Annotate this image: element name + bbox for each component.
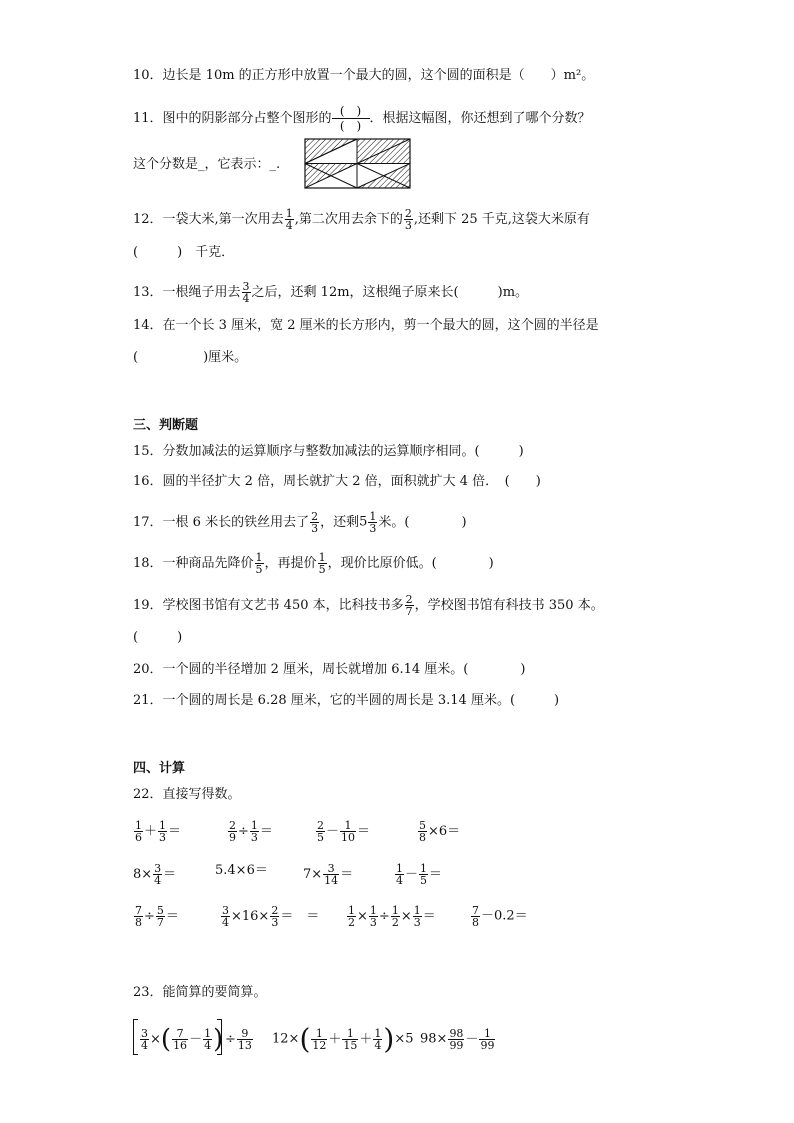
fraction — [270, 905, 279, 928]
fraction-denominator: 3 — [159, 831, 167, 844]
right-square-bracket — [217, 1019, 222, 1055]
fraction-numerator: 3 — [154, 862, 162, 875]
question-19-line2 — [133, 630, 182, 646]
fraction-numerator: 1 — [420, 862, 428, 875]
question-19-answer-blank: ( ) — [133, 630, 183, 645]
equals-sign: ＝ — [306, 909, 320, 924]
fraction-numerator: 2 — [271, 904, 279, 917]
question-18-part1: 18．一种商品先降价 — [133, 556, 254, 571]
fraction — [311, 1028, 327, 1051]
fraction — [228, 820, 237, 843]
fraction-numerator: 7 — [172, 1028, 188, 1040]
fraction — [373, 1028, 382, 1051]
section-3-title: 三、判断题 — [133, 418, 199, 433]
question-11-pre: 11．图中的阴影部分占整个图形的 — [133, 111, 332, 126]
fraction-numerator: 1 — [340, 820, 356, 832]
fraction-numerator: 5 — [419, 819, 426, 832]
fraction-numerator: 2 — [404, 207, 412, 220]
fraction-denominator: 4 — [154, 874, 162, 887]
fraction-denominator: 99 — [480, 1039, 495, 1052]
equals-sign: ＝ — [165, 909, 179, 924]
fraction — [340, 820, 356, 843]
question-11 — [133, 104, 591, 133]
fraction-denominator: 4 — [222, 916, 229, 929]
question-12 — [133, 208, 590, 231]
left-paren: ( — [299, 1022, 311, 1056]
fraction-numerator: 98 — [449, 1027, 464, 1040]
question-17 — [133, 511, 467, 534]
question-14 — [133, 318, 599, 334]
fraction-numerator: 1 — [159, 819, 167, 832]
fraction-denominator: 2 — [391, 916, 399, 929]
fraction — [153, 863, 162, 886]
fraction-denominator: 15 — [343, 1039, 358, 1052]
fraction-numerator: 1 — [255, 551, 263, 564]
fraction-numerator: 1 — [348, 904, 355, 917]
fraction-denominator: 2 — [348, 916, 355, 929]
calc-item — [215, 863, 268, 880]
fraction-denominator: 13 — [237, 1039, 252, 1052]
fraction — [172, 1028, 188, 1051]
fraction-1-5 — [255, 552, 264, 575]
section-4-title: 四、计算 — [133, 761, 186, 776]
fraction-denominator: 8 — [419, 831, 426, 844]
fraction — [369, 905, 378, 928]
fraction-denominator: 4 — [141, 1039, 148, 1052]
fraction — [158, 820, 167, 843]
equals-sign: ＝ — [340, 867, 354, 882]
left-paren: ( — [160, 1024, 172, 1055]
question-22-title — [133, 787, 241, 803]
fraction-2-3 — [404, 208, 413, 231]
question-13-part1: 13．一根绳子用去 — [133, 285, 241, 300]
fraction — [221, 905, 230, 928]
fraction-denominator: 3 — [369, 916, 377, 929]
fraction-denominator: 4 — [204, 1039, 212, 1052]
fraction-denominator: 8 — [472, 916, 479, 929]
question-17-part3: 米。( ) — [378, 515, 467, 530]
fraction-denominator: 5 — [255, 563, 263, 576]
section-3-heading — [133, 418, 198, 434]
simplify-expression-3: 98× $\frac{98}{99}$ － $\frac{1}{99}$ — [420, 1027, 495, 1052]
mixed-number-whole: 5 — [359, 514, 368, 530]
right-paren: ) — [213, 1024, 224, 1055]
fraction-denominator: 3 — [413, 916, 421, 929]
fraction — [419, 863, 428, 886]
fraction-numerator: 1 — [342, 1028, 358, 1040]
question-16 — [133, 474, 541, 490]
fraction — [134, 820, 143, 843]
question-14-line2 — [133, 350, 247, 366]
fraction-denominator: 7 — [156, 916, 164, 929]
fraction — [391, 905, 400, 928]
fraction-denominator: 10 — [341, 831, 356, 844]
question-16-text: 16．圆的半径扩大 2 倍，周长就扩大 2 倍，面积就扩大 4 倍． ( ) — [133, 474, 541, 489]
fraction-denominator: 3 — [404, 219, 412, 232]
question-17-part2: ，还剩 — [320, 515, 360, 530]
expr-1-content: $\frac{3}{4}$ ×( $\frac{7}{16}$ － $\frac{1}{4}$ ) — [141, 1024, 224, 1055]
question-17-part1: 17．一根 6 米长的铁丝用去了 — [133, 515, 310, 530]
question-12-part3: ,还剩下 25 千克,这袋大米原有 — [413, 212, 590, 227]
fraction — [479, 1028, 495, 1051]
fraction-numerator: 1 — [391, 904, 399, 917]
equals-sign: ＝ — [168, 824, 182, 839]
question-22-text: 22．直接写得数。 — [133, 787, 241, 802]
right-paren: ) — [383, 1022, 395, 1056]
equals-sign: ＝ — [280, 909, 294, 924]
fraction-denominator: 7 — [405, 605, 413, 618]
fraction-1-3 — [368, 511, 377, 534]
fraction-numerator: 9 — [237, 1028, 253, 1040]
calc-item — [470, 905, 528, 928]
calc-prefix: 12× — [272, 1031, 300, 1047]
question-23-title — [133, 985, 267, 1001]
question-20-text: 20．一个圆的半径增加 2 厘米，周长就增加 6.14 厘米。( ) — [133, 662, 526, 677]
fraction-denominator: 99 — [449, 1039, 464, 1052]
fraction — [140, 1028, 149, 1051]
fraction-numerator: 2 — [229, 819, 236, 832]
fraction-denominator: 3 — [250, 831, 258, 844]
question-23-text: 23．能简算的要简算。 — [133, 985, 267, 1000]
fraction-numerator: 1 — [204, 1027, 212, 1040]
fraction-denominator: 8 — [135, 916, 142, 929]
question-12-part2: ,第二次用去余下的 — [294, 212, 403, 227]
fraction-numerator: 2 — [317, 819, 324, 832]
fraction-numerator: 3 — [222, 904, 229, 917]
fraction-denominator: 3 — [271, 916, 279, 929]
question-19-part1: 19．学校图书馆有文艺书 450 本，比科技书多 — [133, 598, 404, 613]
fraction-numerator: 5 — [156, 904, 164, 917]
calc-prefix: 98× — [420, 1031, 448, 1047]
fraction-numerator: 1 — [479, 1028, 495, 1040]
fraction — [237, 1028, 253, 1051]
expr-1-divisor: ÷ $\frac{9}{13}$ — [225, 1027, 252, 1052]
fraction-denominator: 6 — [135, 831, 142, 844]
fraction-numerator: 1 — [369, 510, 377, 523]
fraction-denominator: 5 — [318, 563, 326, 576]
fraction-denominator: 12 — [312, 1039, 327, 1052]
fraction-numerator: 1 — [311, 1028, 327, 1040]
answer-fraction-blank[interactable] — [332, 104, 370, 133]
fraction-numerator: 1 — [369, 904, 377, 917]
fraction-denominator: 5 — [420, 874, 428, 887]
fraction-numerator: 3 — [141, 1027, 148, 1040]
fraction-denominator: 4 — [374, 1039, 382, 1052]
fraction-denominator: 4 — [285, 219, 293, 232]
fraction-3-4 — [242, 281, 251, 304]
question-11-line2-text: 这个分数是_，它表示：_. — [133, 157, 281, 172]
calc-tail: ×5 — [394, 1031, 414, 1047]
fraction-numerator: 1 — [135, 819, 142, 832]
fraction-denominator: 4 — [242, 292, 250, 305]
fraction — [413, 905, 422, 928]
fraction-denominator: 9 — [229, 831, 236, 844]
question-14-answer-blank: ( )厘米。 — [133, 350, 248, 365]
question-20 — [133, 662, 525, 678]
question-14-text: 14．在一个长 3 厘米，宽 2 厘米的长方形内，剪一个最大的圆，这个圆的半径是 — [133, 318, 599, 333]
question-18-part2: ，再提价 — [264, 556, 317, 571]
calc-item: $\frac{1}{4}$ － $\frac{1}{5}$ ＝ — [396, 862, 443, 887]
fraction-numerator: 1 — [374, 1027, 382, 1040]
fraction-denominator: 3 — [369, 522, 377, 535]
shaded-rectangle-figure — [304, 138, 412, 190]
fraction-numerator-blank: ( ) — [332, 104, 370, 119]
question-18 — [133, 552, 494, 575]
question-11-line2 — [133, 157, 280, 173]
fraction — [342, 1028, 358, 1051]
fraction-numerator: 2 — [311, 510, 319, 523]
fraction-numerator: 7 — [472, 904, 479, 917]
calc-item — [417, 820, 460, 843]
fraction — [347, 905, 356, 928]
fraction — [418, 820, 427, 843]
fraction — [395, 863, 404, 886]
question-19 — [133, 594, 604, 617]
fraction — [316, 820, 325, 843]
simplify-expression-1 — [133, 1017, 253, 1057]
fraction — [134, 905, 143, 928]
equals-sign: ＝ — [422, 909, 436, 924]
calc-item — [303, 863, 353, 886]
question-13-part2: 之后，还剩 12m，这根绳子原来长( )m。 — [251, 285, 529, 300]
question-13 — [133, 281, 528, 304]
fraction-numerator: 1 — [318, 551, 326, 564]
fraction-numerator: 1 — [250, 819, 258, 832]
question-11-post: ．根据这幅图，你还想到了哪个分数？ — [369, 111, 591, 126]
fraction-denominator-blank: ( ) — [339, 119, 362, 133]
calc-prefix: 8× — [133, 867, 153, 882]
fraction-2-7 — [405, 594, 414, 617]
fraction — [250, 820, 259, 843]
fraction-1-4 — [285, 208, 294, 231]
fraction — [323, 863, 339, 886]
fraction-numerator: 1 — [285, 207, 293, 220]
fraction-numerator: 3 — [323, 863, 339, 875]
fraction-numerator: 1 — [396, 862, 403, 875]
question-10-text: 10．边长是 10m 的正方形中放置一个最大的圆，这个圆的面积是（ ）m²。 — [133, 68, 595, 83]
calc-item: $\frac{7}{8}$ ÷ $\frac{5}{7}$ ＝ — [135, 904, 179, 929]
fraction-denominator: 3 — [311, 522, 319, 535]
fraction-2-3 — [310, 511, 319, 534]
calc-tail: ×6＝ — [428, 824, 461, 839]
question-18-part3: ，现价比原价低。( ) — [327, 556, 494, 571]
fraction — [448, 1028, 464, 1051]
fraction — [471, 905, 480, 928]
question-10 — [133, 68, 594, 84]
equals-sign: ＝ — [259, 824, 273, 839]
equals-sign: ＝ — [357, 824, 371, 839]
fraction-numerator: 3 — [242, 280, 250, 293]
fraction-numerator: 7 — [135, 904, 142, 917]
question-21-text: 21．一个圆的周长是 6.28 厘米，它的半圆的周长是 3.14 厘米。( ) — [133, 693, 560, 708]
simplify-expression-2: 12×( $\frac{1}{12}$ ＋ $\frac{1}{15}$ ＋ $\frac{1}{4}$ )×5 — [272, 1022, 414, 1056]
fraction-denominator: 4 — [396, 874, 403, 887]
question-21 — [133, 693, 559, 709]
equals-sign: ＝ — [163, 867, 177, 882]
calc-item: $\frac{2}{5}$ － $\frac{1}{10}$ ＝ — [317, 819, 371, 844]
calc-item: $\frac{1}{6}$ ＋ $\frac{1}{3}$ ＝ — [135, 819, 182, 844]
calc-operator: ×16× — [231, 909, 270, 924]
fraction-denominator: 14 — [324, 874, 339, 887]
fraction-denominator: 16 — [173, 1039, 188, 1052]
section-4-heading — [133, 761, 185, 777]
calc-tail: －0.2＝ — [481, 908, 528, 924]
fraction-numerator: 2 — [405, 593, 413, 606]
calc-prefix: 7× — [303, 867, 323, 882]
fraction-numerator: 1 — [413, 904, 421, 917]
left-square-bracket — [133, 1019, 138, 1055]
question-15-text: 15．分数加减法的运算顺序与整数加减法的运算顺序相同。( ) — [133, 444, 524, 459]
calc-text: 5.4×6＝ — [215, 863, 268, 878]
question-12-part1: 12．一袋大米,第一次用去 — [133, 212, 284, 227]
question-19-part2: ，学校图书馆有科技书 350 本。 — [414, 598, 604, 613]
fraction — [156, 905, 165, 928]
equals-sign: ＝ — [429, 867, 443, 882]
calc-item: $\frac{1}{2}$ × $\frac{1}{3}$ ÷ $\frac{1}{2}$ × $\frac{1}{3}$ ＝ — [348, 904, 436, 929]
fraction-denominator: 5 — [317, 831, 324, 844]
fraction-1-5 — [318, 552, 327, 575]
fraction — [203, 1028, 212, 1051]
calc-item: $\frac{2}{9}$ ÷ $\frac{1}{3}$ ＝ — [229, 819, 273, 844]
question-15 — [133, 444, 524, 460]
calc-item — [220, 905, 319, 928]
question-12-answer-blank: ( ) 千克． — [133, 245, 235, 260]
calc-item — [133, 863, 176, 886]
question-12-line2 — [133, 245, 234, 261]
